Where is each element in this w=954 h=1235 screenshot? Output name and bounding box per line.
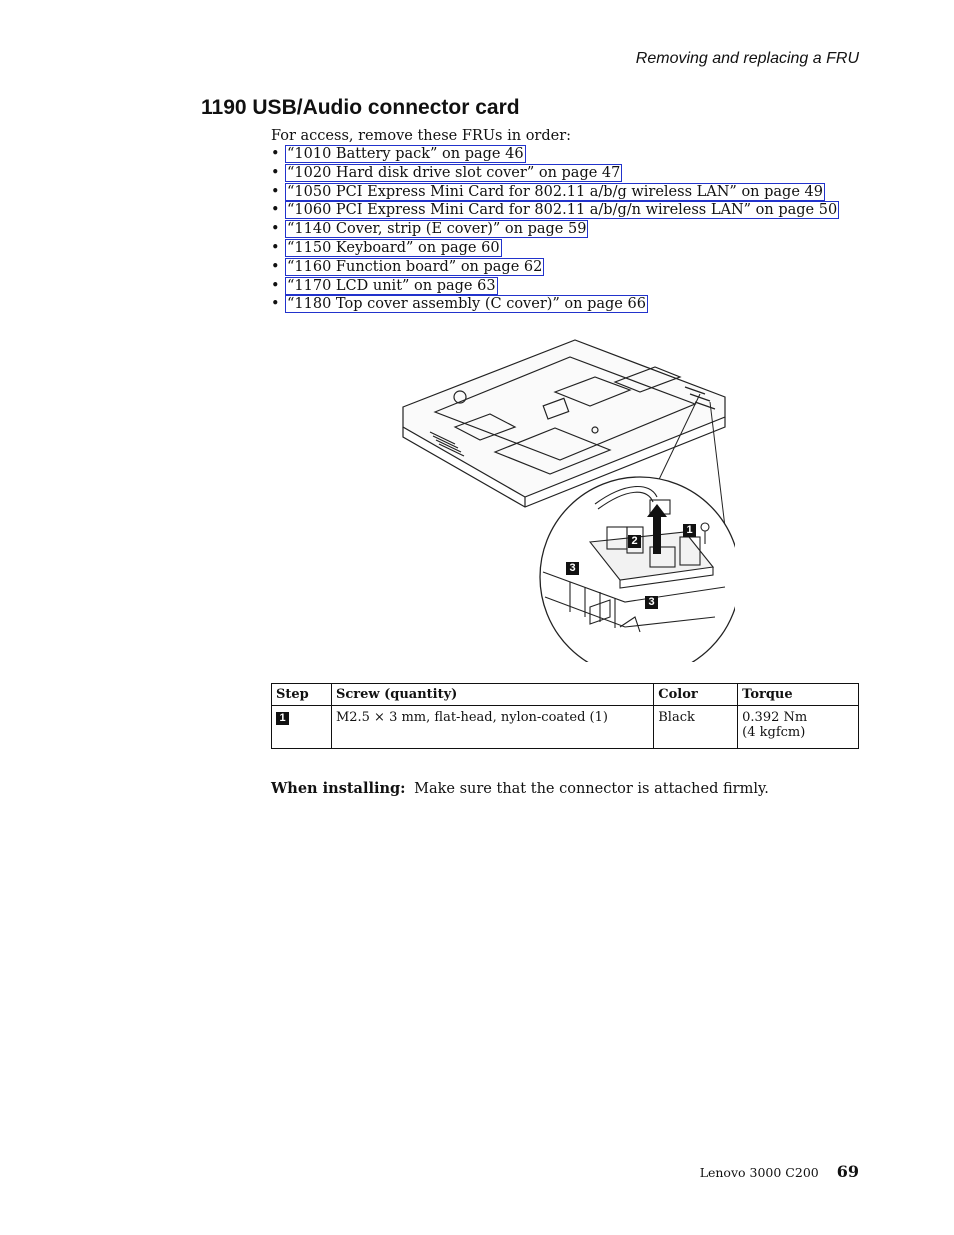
- page-footer: [700, 1162, 859, 1181]
- torque-value: 0.392 Nm: [742, 710, 808, 725]
- column-header: Screw (quantity): [331, 684, 653, 706]
- fru-link-strip-cover[interactable]: “1140 Cover, strip (E cover)” on page 59: [287, 221, 587, 238]
- bullet: •: [271, 258, 280, 275]
- screw-table: [271, 683, 859, 749]
- screw-cell: M2.5 × 3 mm, flat-head, nylon-coated (1): [331, 706, 653, 749]
- bullet: •: [271, 221, 280, 238]
- laptop-base-drawing: [395, 332, 735, 662]
- callout-badge: 1: [683, 524, 696, 537]
- install-note: [271, 780, 769, 797]
- list-item: [271, 277, 839, 296]
- step-cell: [272, 706, 332, 749]
- list-item: [271, 183, 839, 202]
- connector-card-illustration: [395, 332, 735, 662]
- color-cell: Black: [654, 706, 738, 749]
- list-item: [271, 201, 839, 220]
- fru-removal-list: [271, 145, 839, 314]
- footer-product: Lenovo 3000 C200: [699, 1165, 819, 1180]
- laptop-base-outline: [403, 340, 725, 507]
- bullet: •: [271, 164, 280, 181]
- table-row: [272, 706, 859, 749]
- fru-link-top-cover[interactable]: “1180 Top cover assembly (C cover)” on page 66: [287, 296, 646, 313]
- access-intro: For access, remove these FRUs in order:: [271, 128, 572, 144]
- column-header: Step: [272, 684, 332, 706]
- page-number: 69: [836, 1162, 859, 1181]
- column-header: Color: [654, 684, 738, 706]
- torque-cell: [738, 706, 859, 749]
- install-note-text: Make sure that the connector is attached firmly.: [414, 781, 769, 797]
- bullet: •: [271, 277, 280, 294]
- fru-link-battery-pack[interactable]: “1010 Battery pack” on page 46: [287, 146, 524, 162]
- step-badge: 1: [276, 712, 289, 725]
- list-item: [271, 239, 839, 258]
- list-item: [271, 164, 839, 183]
- fru-link-mini-card-abg[interactable]: “1050 PCI Express Mini Card for 802.11 a/b/g wireless LAN” on page 49: [287, 183, 823, 200]
- bullet: •: [271, 183, 280, 200]
- list-item: [271, 220, 839, 239]
- callout-badge: 2: [628, 535, 641, 548]
- list-item: [271, 295, 839, 314]
- fru-link-lcd-unit[interactable]: “1170 LCD unit” on page 63: [287, 277, 496, 294]
- fru-link-hdd-slot-cover[interactable]: “1020 Hard disk drive slot cover” on page 47: [287, 164, 621, 181]
- fru-link-keyboard[interactable]: “1150 Keyboard” on page 60: [287, 239, 500, 256]
- running-header: Removing and replacing a FRU: [635, 50, 859, 67]
- table-header-row: [272, 684, 859, 706]
- list-item: [271, 145, 839, 164]
- column-header: Torque: [738, 684, 859, 706]
- install-note-label: When installing:: [271, 780, 406, 797]
- torque-value-alt: (4 kgfcm): [742, 725, 806, 740]
- section-title: 1190 USB/Audio connector card: [201, 96, 520, 119]
- list-item: [271, 258, 839, 277]
- callout-badge: 3: [566, 562, 579, 575]
- bullet: •: [271, 202, 280, 219]
- callout-badge: 3: [645, 596, 658, 609]
- bullet: •: [271, 296, 280, 313]
- fru-link-function-board[interactable]: “1160 Function board” on page 62: [287, 258, 543, 275]
- bullet: •: [271, 146, 280, 162]
- fru-link-mini-card-abgn[interactable]: “1060 PCI Express Mini Card for 802.11 a/b/g/n wireless LAN” on page 50: [287, 202, 838, 219]
- bullet: •: [271, 239, 280, 256]
